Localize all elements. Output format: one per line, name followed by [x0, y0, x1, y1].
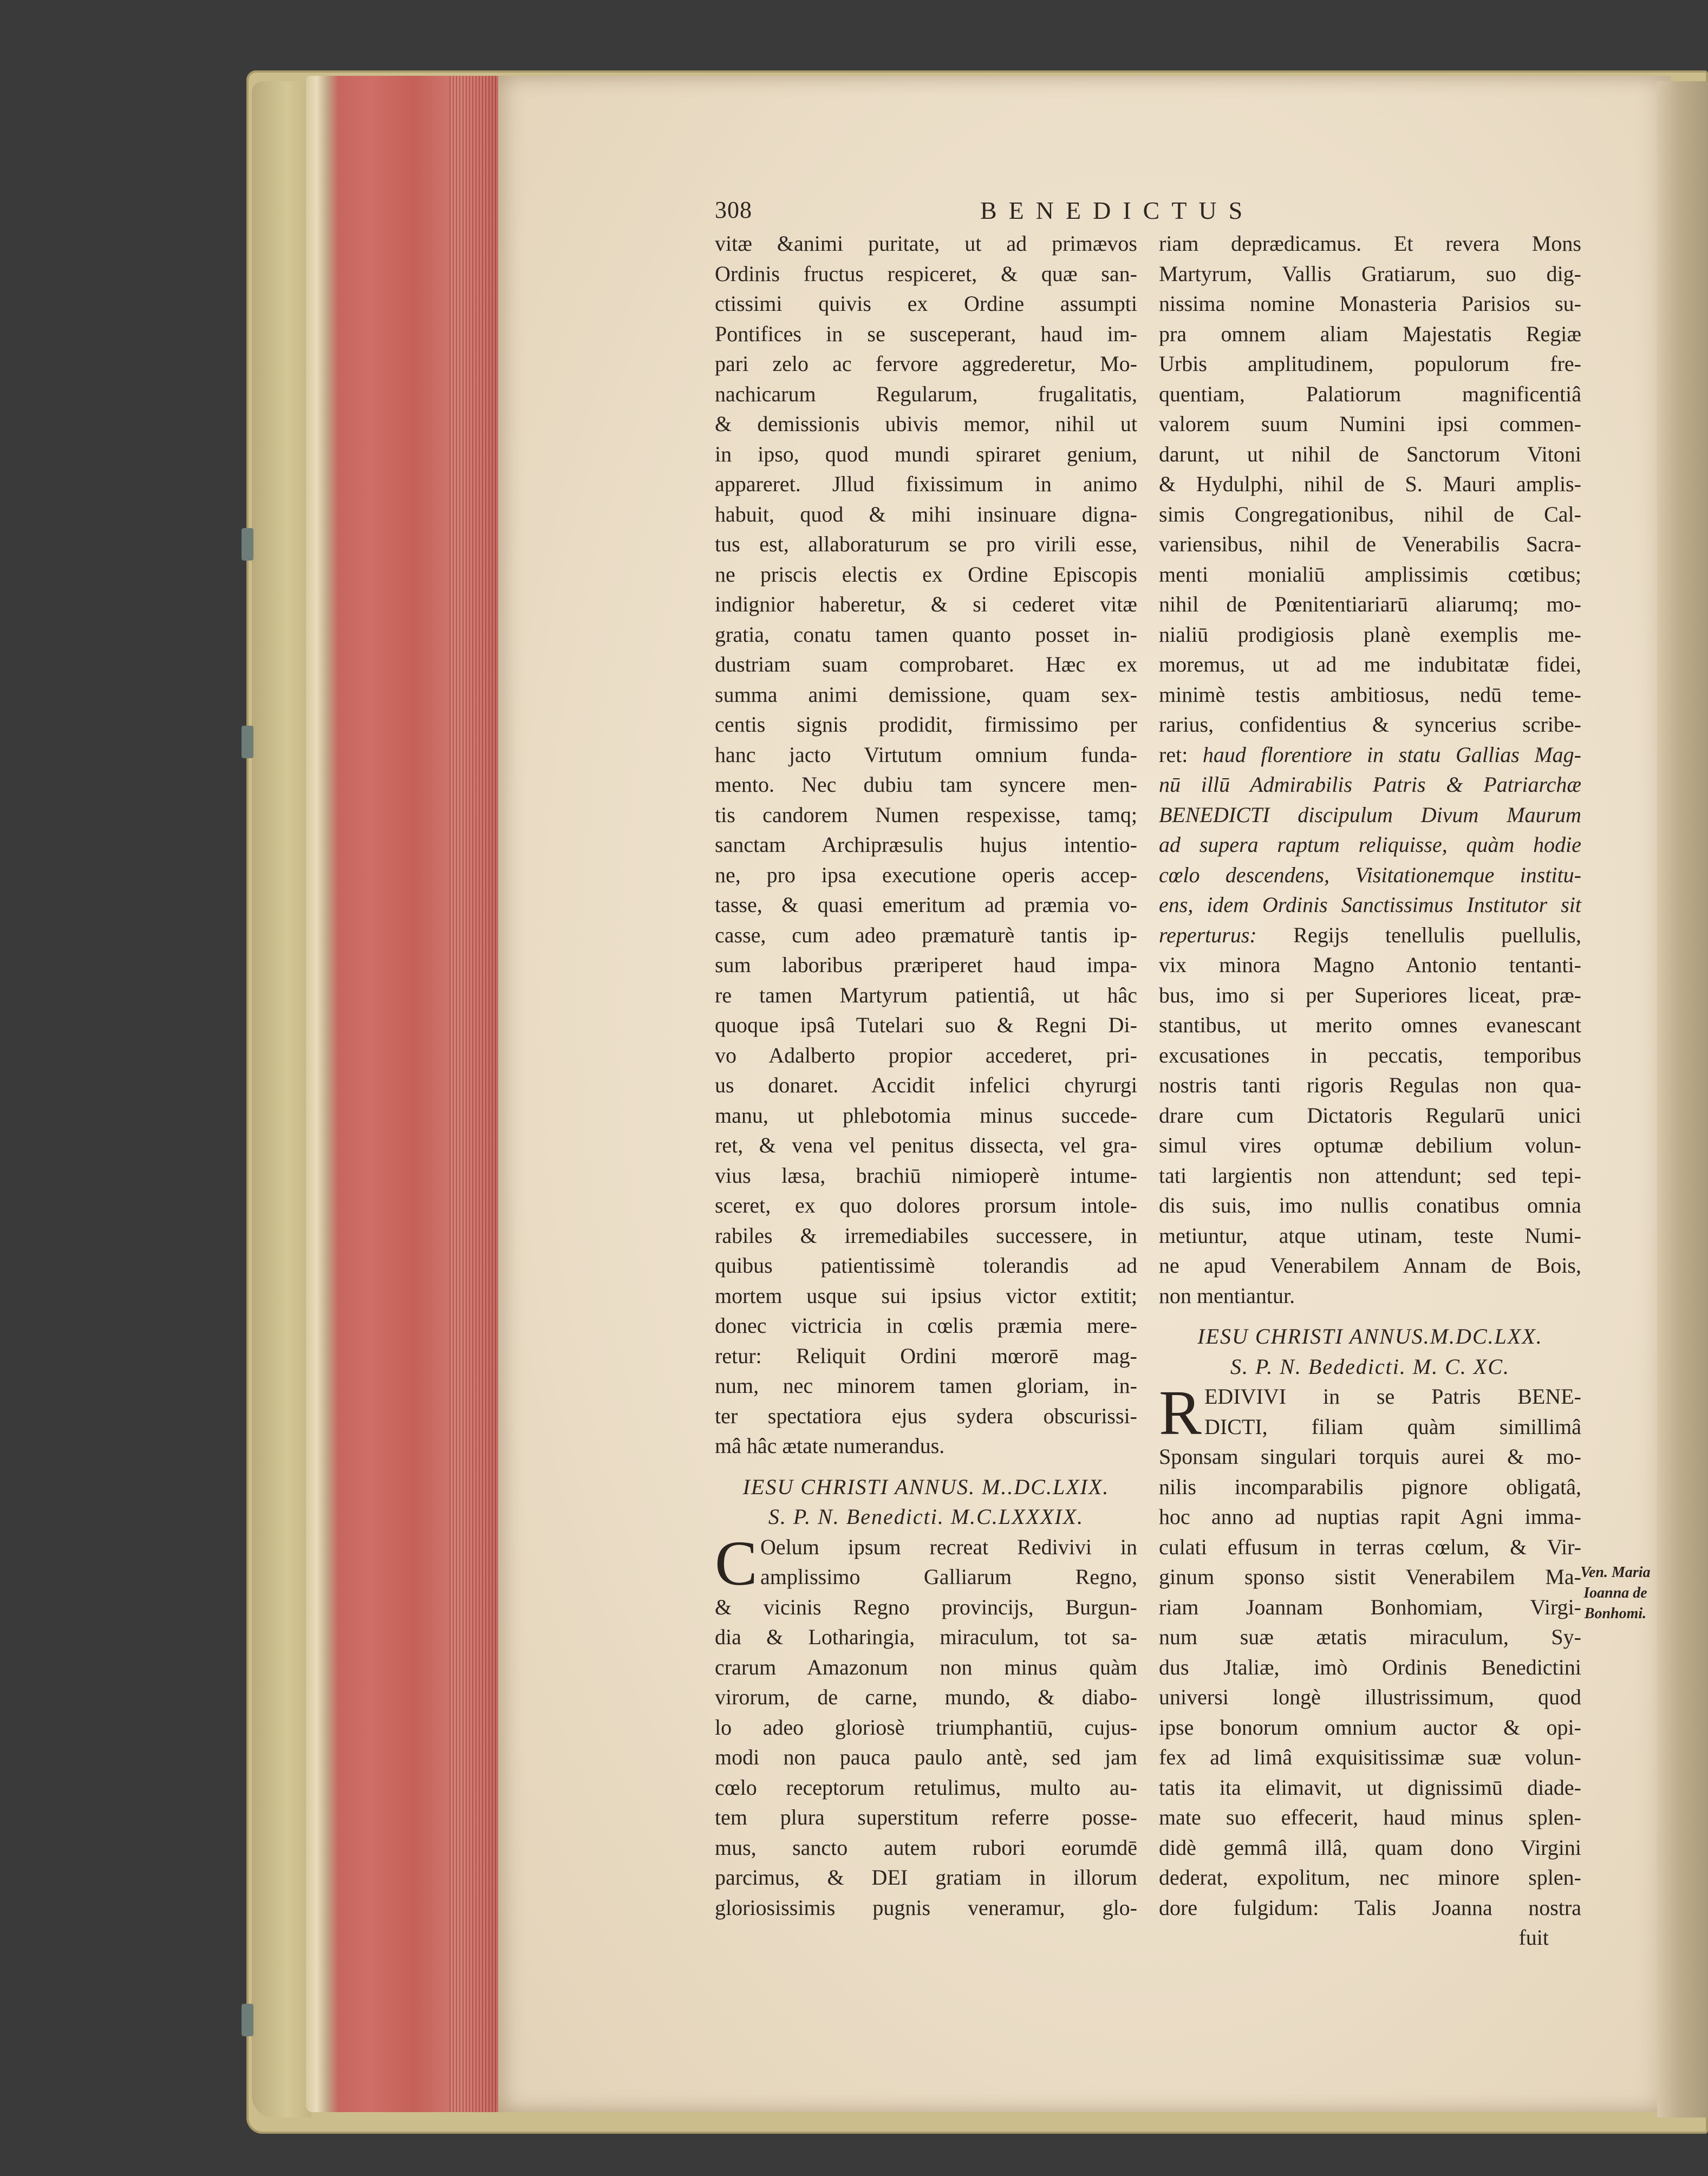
- book-gutter: [1657, 81, 1708, 2118]
- text-line: mate suo effecerit, haud minus splen-: [1159, 1805, 1581, 1829]
- text-line: simul vires optumæ debilium volun-: [1159, 1133, 1581, 1157]
- text-line: ad supera raptum reliquisse, quàm hodie: [1159, 832, 1581, 857]
- text-line: nialiū prodigiosis planè exemplis me-: [1159, 622, 1581, 647]
- text-line: moremus, ut ad me indubitatæ fidei,: [1159, 652, 1581, 676]
- right-text-block-a: [1159, 229, 1581, 740]
- text-line: minimè testis ambitiosus, nedū teme-: [1159, 682, 1581, 707]
- page-edges-stack: [449, 76, 504, 2112]
- text-line: sanctam Archipræsulis hujus intentio-: [715, 832, 1137, 857]
- margin-note-line: Ven. Maria: [1580, 1564, 1651, 1581]
- text-line: tati largientis non attendunt; sed tepi-: [1159, 1163, 1581, 1188]
- text-line: tis candorem Numen respexisse, tamq;: [715, 802, 1137, 827]
- text-line: amplissimo Galliarum Regno,: [760, 1565, 1137, 1589]
- roman-text: Regijs tenellulis puellulis,: [1293, 922, 1581, 947]
- text-line: non mentiantur.: [1159, 1283, 1295, 1308]
- text-line: ginum sponso sistit Venerabilem Ma-: [1159, 1565, 1581, 1589]
- text-line: stantibus, ut merito omnes evanescant: [1159, 1013, 1581, 1037]
- text-line: gloriosissimis pugnis veneramur, glo-: [715, 1895, 1137, 1920]
- text-line: nostris tanti rigoris Regulas non qua-: [1159, 1073, 1581, 1097]
- text-line: & vicinis Regno provincijs, Burgun-: [715, 1594, 1137, 1619]
- text-line: & demissionis ubivis memor, nihil ut: [715, 412, 1137, 436]
- text-line: quentiam, Palatiorum magnificentiâ: [1159, 381, 1581, 406]
- text-line: didè gemmâ illâ, quam dono Virgini: [1159, 1835, 1581, 1860]
- right-column: [1159, 229, 1581, 1953]
- text-line: DICTI, filiam quàm simillimâ: [1204, 1414, 1581, 1439]
- text-line: donec victricia in cœlis præmia mere-: [715, 1313, 1137, 1338]
- text-line: ne priscis electis ex Ordine Episcopis: [715, 562, 1137, 587]
- text-line: habuit, quod & mihi insinuare digna-: [715, 501, 1137, 526]
- text-line: vitæ &animi puritate, ut ad primævos: [715, 231, 1137, 256]
- text-line: virorum, de carne, mundo, & diabo-: [715, 1685, 1137, 1709]
- text-line: parcimus, & DEI gratiam in illorum: [715, 1865, 1137, 1890]
- text-line: universi longè illustrissimum, quod: [1159, 1685, 1581, 1709]
- text-line: crarum Amazonum non minus quàm: [715, 1654, 1137, 1679]
- right-text-block-c: [1159, 1377, 1581, 1923]
- text-line: nū illū Admirabilis Patris & Patriarchæ: [1159, 772, 1581, 797]
- text-line: culati effusum in terras cœlum, & Vir-: [1159, 1534, 1581, 1559]
- text-line: dore fulgidum: Talis Joanna nostra: [1159, 1895, 1581, 1920]
- text-line: ter spectatiora ejus sydera obscurissi-: [715, 1403, 1137, 1428]
- text-line: excusationes in peccatis, temporibus: [1159, 1043, 1581, 1067]
- text-line: nachicarum Regularum, frugalitatis,: [715, 381, 1137, 406]
- text-line: pra omnem aliam Majestatis Regiæ: [1159, 321, 1581, 346]
- text-line: nilis incomparabilis pignore obligatâ,: [1159, 1474, 1581, 1499]
- text-line: simis Congregationibus, nihil de Cal-: [1159, 501, 1581, 526]
- text-line: tasse, & quasi emeritum ad præmia vo-: [715, 892, 1137, 917]
- text-line: metiuntur, atque utinam, teste Numi-: [1159, 1223, 1581, 1248]
- text-line: tatis ita elimavit, ut dignissimū diade-: [1159, 1775, 1581, 1800]
- text-line: riam deprædicamus. Et revera Mons: [1159, 231, 1581, 256]
- catchword: fuit: [1518, 1925, 1549, 1950]
- text-line: ipse bonorum omnium auctor & opi-: [1159, 1715, 1581, 1740]
- binding-spine-edge: [252, 81, 311, 2118]
- text-line: num suæ ætatis miraculum, Sy-: [1159, 1625, 1581, 1649]
- text-line: quoque ipsâ Tutelari suo & Regni Di-: [715, 1013, 1137, 1037]
- text-line: [1159, 920, 1581, 950]
- left-column: [715, 229, 1137, 1923]
- text-line: Ordinis fructus respiceret, & quæ san-: [715, 261, 1137, 286]
- text-line: gratia, conatu tamen quanto posset in-: [715, 622, 1137, 647]
- text-line: variensibus, nihil de Venerabilis Sacra-: [1159, 532, 1581, 556]
- margin-note-line: Bonhomi.: [1584, 1605, 1647, 1622]
- page-number: 308: [715, 197, 752, 223]
- right-year-subheading: S. P. N. Bededicti. M. C. XC.: [1230, 1354, 1510, 1379]
- text-line: hoc anno ad nuptias rapit Agni imma-: [1159, 1504, 1581, 1529]
- text-line: casse, cum adeo præmaturè tantis ip-: [715, 922, 1137, 947]
- text-line: hanc jacto Virtutum omnium funda-: [715, 742, 1137, 767]
- text-line: dis suis, imo nullis conatibus omnia: [1159, 1193, 1581, 1217]
- margin-note: [1580, 1562, 1651, 1624]
- text-line: pari zelo ac fervore aggrederetur, Mo-: [715, 351, 1137, 376]
- text-line: darunt, ut nihil de Sanctorum Vitoni: [1159, 441, 1581, 466]
- text-line: EDIVIVI in se Patris BENE-: [1204, 1384, 1581, 1409]
- text-line: tem plura superstitum referre posse-: [715, 1805, 1137, 1829]
- text-line: Pontifices in se susceperant, haud im-: [715, 321, 1137, 346]
- right-text-block-b: [1159, 950, 1581, 1311]
- left-text-block-b: [715, 1527, 1137, 1923]
- text-line: Oelum ipsum recreat Redivivi in: [760, 1534, 1137, 1559]
- text-line: rabiles & irremediabiles successere, in: [715, 1223, 1137, 1248]
- text-line: summa animi demissione, quam sex-: [715, 682, 1137, 707]
- text-line: appareret. Jllud fixissimum in animo: [715, 472, 1137, 496]
- left-text-block-a: [715, 229, 1137, 1461]
- clasp-top: [242, 528, 253, 561]
- text-line: centis signis prodidit, firmissimo per: [715, 712, 1137, 737]
- text-line: ne, pro ipsa executione operis accep-: [715, 862, 1137, 887]
- left-year-heading: IESU CHRISTI ANNUS. M..DC.LXIX.: [742, 1474, 1110, 1499]
- running-head: [715, 196, 1581, 229]
- clasp-middle: [242, 726, 253, 758]
- text-line: ne apud Venerabilem Annam de Bois,: [1159, 1253, 1581, 1278]
- text-line: lo adeo gloriosè triumphantiū, cujus-: [715, 1715, 1137, 1740]
- drop-cap-r: R: [1159, 1377, 1202, 1448]
- text-line: fex ad limâ exquisitissimæ suæ volun-: [1159, 1745, 1581, 1769]
- text-line: Urbis amplitudinem, populorum fre-: [1159, 351, 1581, 376]
- text-line: retur: Reliquit Ordini mœrorē mag-: [715, 1343, 1137, 1368]
- text-line: dus Jtaliæ, imò Ordinis Benedictini: [1159, 1654, 1581, 1679]
- text-line: ens, idem Ordinis Sanctissimus Institutor sit: [1159, 892, 1581, 917]
- text-line: & Hydulphi, nihil de S. Mauri amplis-: [1159, 472, 1581, 496]
- text-line: Martyrum, Vallis Gratiarum, suo dig-: [1159, 261, 1581, 286]
- text-line: mento. Nec dubiu tam syncere men-: [715, 772, 1137, 797]
- text-line: ctissimi quivis ex Ordine assumpti: [715, 291, 1137, 316]
- text-line: re tamen Martyrum patientiâ, ut hâc: [715, 982, 1137, 1007]
- text-line: riam Joannam Bonhomiam, Virgi-: [1159, 1594, 1581, 1619]
- text-line: vix minora Magno Antonio tentanti-: [1159, 953, 1581, 977]
- text-line: us donaret. Accidit infelici chyrurgi: [715, 1073, 1137, 1097]
- text-line: vius læsa, brachiū nimioperè intume-: [715, 1163, 1137, 1188]
- text-line: cœlo receptorum retulimus, multo au-: [715, 1775, 1137, 1800]
- text-line: mus, sancto autem rubori eorumdē: [715, 1835, 1137, 1860]
- text-line: num, nec minorem tamen gloriam, in-: [715, 1373, 1137, 1398]
- roman-text: ret:: [1159, 742, 1203, 767]
- text-line: menti monialiū amplissimis cœtibus;: [1159, 562, 1581, 587]
- left-year-subheading: S. P. N. Benedicti. M.C.LXXXIX.: [768, 1504, 1084, 1529]
- text-line: rarius, confidentius & syncerius scribe-: [1159, 712, 1581, 737]
- text-line: in ipso, quod mundi spiraret genium,: [715, 441, 1137, 466]
- italic-text: haud florentiore in statu Gallias Mag-: [1202, 742, 1581, 767]
- text-line: [1159, 740, 1581, 770]
- text-line: Sponsam singulari torquis aurei & mo-: [1159, 1444, 1581, 1469]
- text-line: modi non pauca paulo antè, sed jam: [715, 1745, 1137, 1769]
- text-line: mortem usque sui ipsius victor extitit;: [715, 1283, 1137, 1308]
- margin-note-line: Ioanna de: [1583, 1585, 1647, 1601]
- text-line: ret, & vena vel penitus dissecta, vel gra-: [715, 1133, 1137, 1157]
- text-line: sum laboribus præriperet haud impa-: [715, 953, 1137, 977]
- text-line: indignior haberetur, & si cederet vitæ: [715, 592, 1137, 616]
- text-line: nissima nomine Monasteria Parisios su-: [1159, 291, 1581, 316]
- text-line: mâ hâc ætate numerandus.: [715, 1434, 945, 1458]
- text-line: cœlo descendens, Visitationemque institu-: [1159, 862, 1581, 887]
- drop-cap-c: C: [715, 1527, 758, 1599]
- text-line: bus, imo si per Superiores liceat, præ-: [1159, 982, 1581, 1007]
- text-line: dederat, expolitum, nec minore splen-: [1159, 1865, 1581, 1890]
- text-line: vo Adalberto propior accederet, pri-: [715, 1043, 1137, 1067]
- clasp-bottom: [242, 2004, 253, 2036]
- text-line: manu, ut phlebotomia minus succede-: [715, 1103, 1137, 1128]
- text-line: quibus patientissimè tolerandis ad: [715, 1253, 1137, 1278]
- text-line: tus est, allaboraturum se pro virili esse,: [715, 532, 1137, 556]
- right-italic-passage: [1159, 770, 1581, 920]
- text-line: BENEDICTI discipulum Divum Maurum: [1159, 802, 1581, 827]
- text-line: valorem suum Numini ipsi commen-: [1159, 412, 1581, 436]
- italic-text: reperturus:: [1159, 922, 1294, 947]
- text-line: nihil de Pœnitentiariarū aliarumq; mo-: [1159, 592, 1581, 616]
- right-year-heading: IESU CHRISTI ANNUS.M.DC.LXX.: [1197, 1324, 1543, 1348]
- text-line: dia & Lotharingia, miraculum, tot sa-: [715, 1625, 1137, 1649]
- text-line: dustriam suam comprobaret. Hæc ex: [715, 652, 1137, 676]
- text-line: drare cum Dictatoris Regularū unici: [1159, 1103, 1581, 1128]
- text-line: sceret, ex quo dolores prorsum intole-: [715, 1193, 1137, 1217]
- running-title: BENEDICTUS: [980, 197, 1255, 224]
